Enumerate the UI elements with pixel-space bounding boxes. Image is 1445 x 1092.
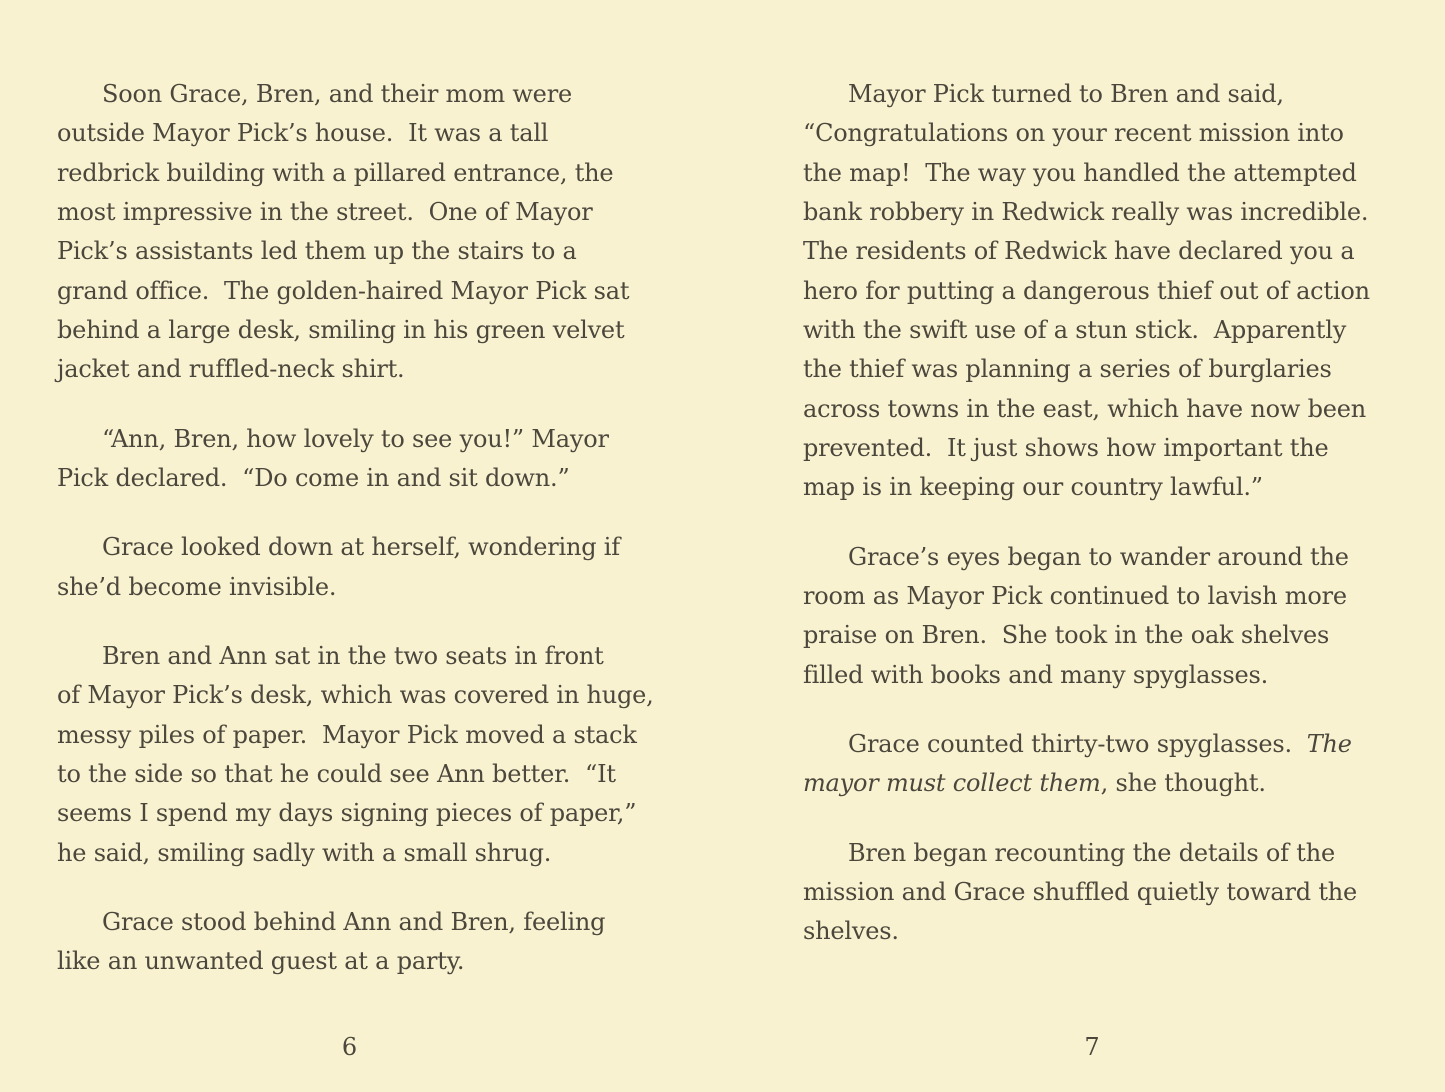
paragraph [803, 538, 1381, 695]
paragraph [803, 75, 1381, 508]
text-line: outside Mayor Pick’s house. It was a tall [57, 119, 549, 148]
text-line: The residents of Redwick have declared you a [803, 237, 1355, 266]
right-page-text-column [803, 75, 1381, 952]
text-line: Soon Grace, Bren, and their mom were [102, 80, 572, 108]
paragraph [57, 75, 642, 390]
text-line: “Ann, Bren, how lovely to see you!” Mayor [102, 424, 609, 453]
text-line: prevented. It just shows how important the [803, 433, 1329, 462]
text-line: Bren and Ann sat in the two seats in front [102, 641, 604, 670]
text-line: map is in keeping our country lawful.” [803, 473, 1263, 502]
text-line: mayor must collect them, she thought. [803, 769, 1266, 798]
left-page-text-column [57, 75, 654, 982]
text-line: behind a large desk, smiling in his green velvet [57, 315, 625, 344]
text-line: with the swift use of a stun stick. Apparently [803, 315, 1347, 344]
paragraph [57, 903, 642, 982]
text-line: Pick’s assistants led them up the stairs to a [57, 237, 577, 266]
italic-text: The [1306, 729, 1352, 758]
text-line: filled with books and many spyglasses. [803, 660, 1269, 689]
text-line: bank robbery in Redwick really was incredible. [803, 197, 1369, 226]
text-line: to the side so that he could see Ann better. “It [57, 759, 616, 788]
text-line: like an unwanted guest at a party. [57, 947, 465, 976]
text-line: the thief was planning a series of burglaries [803, 355, 1332, 384]
text-line: of Mayor Pick’s desk, which was covered in huge, [57, 681, 654, 710]
paragraph [57, 528, 642, 607]
text-line: grand office. The golden-haired Mayor Pick sat [57, 276, 630, 305]
text-line: Grace stood behind Ann and Bren, feeling [102, 907, 606, 936]
page-number-left: 6 [341, 1033, 358, 1061]
text-line: Pick declared. “Do come in and sit down.” [57, 463, 570, 492]
text-line: Bren began recounting the details of the [848, 838, 1335, 867]
text-line: jacket and ruffled-neck shirt. [57, 355, 405, 384]
text-line: Grace looked down at herself, wondering if [102, 533, 620, 562]
text-line: praise on Bren. She took in the oak shelves [803, 621, 1330, 650]
text-line: mission and Grace shuffled quietly toward the [803, 877, 1358, 906]
text-line: Grace’s eyes began to wander around the [848, 542, 1349, 571]
text-line: hero for putting a dangerous thief out of action [803, 276, 1370, 305]
text-line: seems I spend my days signing pieces of paper,” [57, 799, 637, 828]
text-line: he said, smiling sadly with a small shrug. [57, 838, 552, 867]
paragraph [803, 834, 1381, 952]
text-line: Grace counted thirty-two spyglasses. The [848, 729, 1352, 758]
text-line: Mayor Pick turned to Bren and said, [848, 80, 1284, 108]
page-number-right: 7 [1084, 1033, 1100, 1061]
paragraph [803, 725, 1381, 804]
text-line: messy piles of paper. Mayor Pick moved a stack [57, 720, 637, 749]
paragraph [57, 420, 642, 499]
text-line: she’d become invisible. [57, 572, 337, 601]
text-line: “Congratulations on your recent mission into [803, 119, 1344, 148]
text-line: shelves. [803, 917, 899, 946]
text-line: most impressive in the street. One of Mayor [57, 197, 593, 226]
paragraph [57, 637, 654, 873]
italic-text: mayor must collect them [803, 769, 1101, 798]
text-line: the map! The way you handled the attempted [803, 158, 1357, 187]
text-line: across towns in the east, which have now been [803, 394, 1367, 423]
text-line: redbrick building with a pillared entrance, the [57, 158, 614, 187]
text-line: room as Mayor Pick continued to lavish more [803, 581, 1347, 610]
